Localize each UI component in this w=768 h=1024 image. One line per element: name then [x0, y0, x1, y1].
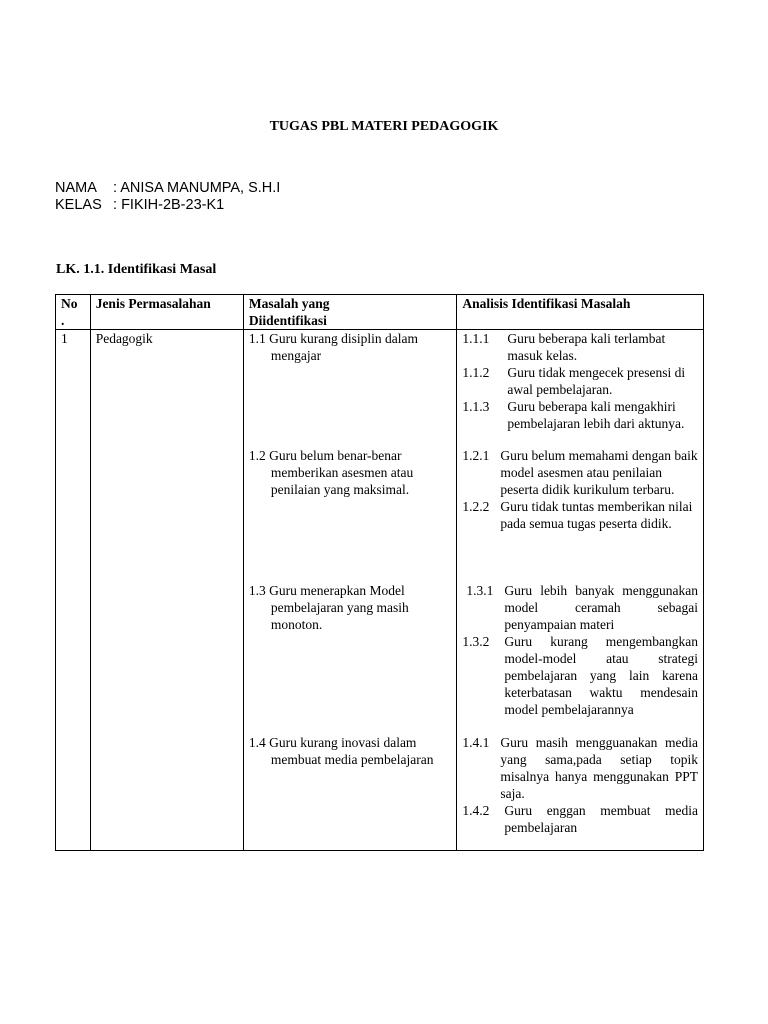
analisis-group — [462, 447, 698, 582]
analisis-number: 1.4.1 — [462, 735, 490, 750]
analisis-text: Guru beberapa kali mengakhiri pembelajaran lebih dari aktunya. — [507, 399, 685, 431]
masalah-number: 1.2 — [248, 448, 266, 463]
table-header-row — [56, 295, 704, 330]
analisis-number: 1.1.2 — [462, 365, 490, 380]
masalah-text — [249, 734, 452, 768]
header-jenis: Jenis Permasalahan — [90, 295, 243, 330]
analisis-group — [462, 582, 698, 734]
table-row — [56, 330, 704, 851]
masalah-item — [249, 582, 452, 734]
analisis-item — [462, 398, 698, 432]
identity-name-sep: : — [113, 180, 118, 196]
masalah-label: Guru belum benar-benar memberikan asesmen atau penilaian yang maksimal. — [269, 448, 414, 497]
cell-jenis: Pedagogik — [90, 330, 243, 851]
identity-name-line — [55, 180, 280, 197]
analisis-number: 1.1.1 — [462, 331, 490, 346]
analisis-item — [462, 802, 698, 836]
analisis-group — [462, 330, 698, 447]
analisis-item — [462, 447, 698, 498]
identity-name-value: ANISA MANUMPA, S.H.I — [120, 180, 281, 196]
identity-class-sep: : — [113, 197, 118, 213]
masalah-number: 1.1 — [248, 331, 266, 346]
analisis-text: Guru tidak mengecek presensi di awal pembelajaran. — [507, 365, 686, 397]
identity-class-value: FIKIH-2B-23-K1 — [121, 197, 225, 213]
cell-masalah — [243, 330, 457, 851]
masalah-label: Guru menerapkan Model pembelajaran yang masih monoton. — [269, 583, 409, 632]
analisis-text: Guru kurang mengembangkan model-model atau strategi pembelajaran yang lain karena keterbatasan waktu mendesain model pembelajarannya — [504, 634, 698, 717]
masalah-number: 1.4 — [248, 735, 266, 750]
header-no: No . — [56, 295, 91, 330]
cell-analisis — [457, 330, 704, 851]
section-title: LK. 1.1. Identifikasi Masal — [56, 262, 217, 277]
analisis-text: Guru belum memahami dengan baik model asesmen atau penilaian peserta didik kurikulum terbaru. — [500, 448, 698, 497]
analisis-number: 1.1.3 — [462, 399, 490, 414]
document-title: TUGAS PBL MATERI PEDAGOGIK — [269, 119, 499, 134]
header-masalah: Masalah yang Diidentifikasi — [243, 295, 457, 330]
identity-class-line — [55, 197, 224, 214]
masalah-item — [249, 330, 452, 447]
analisis-group — [462, 734, 698, 850]
analisis-text: Guru enggan membuat media pembelajaran — [504, 803, 698, 835]
analisis-number: 1.3.1 — [466, 583, 494, 598]
analisis-text: Guru tidak tuntas memberikan nilai pada semua tugas peserta didik. — [500, 499, 693, 531]
analisis-text: Guru masih mengguanakan media yang sama,pada setiap topik misalnya hanya menggunakan PPT saja. — [500, 735, 698, 801]
masalah-text — [249, 330, 452, 364]
analisis-number: 1.4.2 — [462, 803, 490, 818]
masalah-text — [249, 447, 452, 498]
analisis-number: 1.2.1 — [462, 448, 490, 463]
problem-identification-table — [55, 294, 704, 851]
masalah-label: Guru kurang inovasi dalam membuat media pembelajaran — [269, 735, 434, 767]
analisis-number: 1.2.2 — [462, 499, 490, 514]
identity-class-key: KELAS — [55, 197, 102, 213]
analisis-item — [462, 330, 698, 364]
analisis-item — [462, 633, 698, 718]
identity-name-key: NAMA — [55, 180, 97, 196]
analisis-item — [462, 582, 698, 633]
header-analisis: Analisis Identifikasi Masalah — [457, 295, 704, 330]
analisis-item — [462, 364, 698, 398]
analisis-item — [462, 498, 698, 532]
analisis-number: 1.3.2 — [462, 634, 490, 649]
analisis-item — [462, 734, 698, 802]
analisis-text: Guru lebih banyak menggunakan model ceramah sebagai penyampaian materi — [504, 583, 698, 632]
masalah-number: 1.3 — [248, 583, 266, 598]
analisis-text: Guru beberapa kali terlambat masuk kelas. — [507, 331, 666, 363]
masalah-item — [249, 447, 452, 582]
masalah-text — [249, 582, 452, 633]
masalah-label: Guru kurang disiplin dalam mengajar — [269, 331, 418, 363]
masalah-item — [249, 734, 452, 850]
cell-no: 1 — [56, 330, 91, 851]
